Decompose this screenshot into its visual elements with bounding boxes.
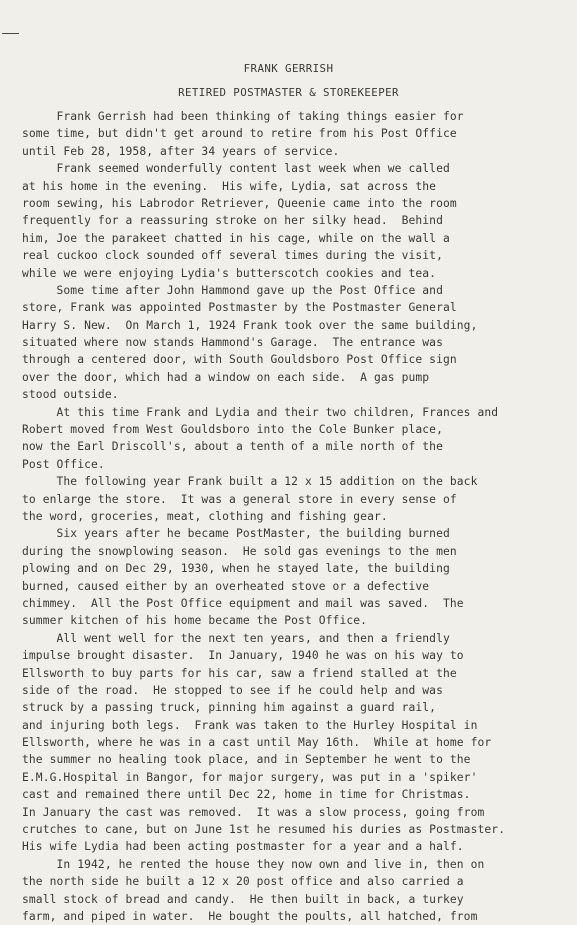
body-line: some time, but didn't get around to retire from his Post Office	[22, 127, 457, 141]
body-line: chimmey. All the Post Office equipment and mail was saved. The	[22, 596, 464, 610]
body-line: until Feb 28, 1958, after 34 years of service.	[22, 144, 340, 158]
body-line: summer kitchen of his home became the Post Office.	[22, 614, 368, 628]
body-line: through a centered door, with South Gouldsboro Post Office sign	[22, 353, 457, 367]
body-line: over the door, which had a window on each side. A gas pump	[22, 370, 430, 384]
body-line: E.M.G.Hospital in Bangor, for major surgery, was put in a 'spiker'	[22, 770, 478, 784]
body-line: Ellsworth, where he was in a cast until May 16th. While at home for	[22, 736, 492, 750]
article-body	[22, 108, 577, 925]
body-line: situated where now stands Hammond's Garage. The entrance was	[22, 336, 443, 350]
body-line: burned, caused either by an overheated stove or a defective	[22, 579, 430, 593]
body-line: In January the cast was removed. It was a slow process, going from	[22, 805, 485, 819]
body-line: small stock of bread and candy. He then built in back, a turkey	[22, 892, 464, 906]
page-title: FRANK GERRISH	[243, 62, 334, 75]
body-line: plowing and on Dec 29, 1930, when he stayed late, the building	[22, 562, 450, 576]
body-line: Some time after John Hammond gave up the Post Office and	[22, 283, 443, 297]
body-line: and injuring both legs. Frank was taken to the Hurley Hospital in	[22, 718, 478, 732]
body-line: the north side he built a 12 x 20 post office and also carried a	[22, 875, 464, 889]
pen-mark	[2, 33, 19, 34]
body-line: real cuckoo clock sounded off several times during the visit,	[22, 249, 443, 263]
body-line: the word, groceries, meat, clothing and fishing gear.	[22, 509, 388, 523]
body-line: store, Frank was appointed Postmaster by the Postmaster General	[22, 301, 457, 315]
body-line: side of the road. He stopped to see if he could help and was	[22, 683, 443, 697]
body-line: All went well for the next ten years, and then a friendly	[22, 631, 450, 645]
body-line: stood outside.	[22, 388, 119, 402]
body-line: cast and remained there until Dec 22, home in time for Christmas.	[22, 788, 471, 802]
body-line: room sewing, his Labrodor Retriever, Queenie came into the room	[22, 196, 457, 210]
body-line: crutches to cane, but on June 1st he resumed his duries as Postmaster.	[22, 823, 506, 837]
body-line: Frank Gerrish had been thinking of taking things easier for	[22, 110, 464, 123]
body-line: at his home in the evening. His wife, Lydia, sat across the	[22, 179, 437, 193]
body-line: Harry S. New. On March 1, 1924 Frank took over the same building,	[22, 318, 478, 332]
body-line: struck by a passing truck, pinning him against a guard rail,	[22, 701, 437, 715]
body-line: Post Office.	[22, 457, 105, 471]
body-line: Ellsworth to buy parts for his car, saw a friend stalled at the	[22, 666, 457, 680]
body-line: impulse brought disaster. In January, 1940 he was on his way to	[22, 649, 464, 663]
body-line: Frank seemed wonderfully content last week when we called	[22, 162, 450, 176]
body-line: during the snowplowing season. He sold gas evenings to the men	[22, 544, 457, 558]
body-line: At this time Frank and Lydia and their two children, Frances and	[22, 405, 499, 419]
body-line: His wife Lydia had been acting postmaster for a year and a half.	[22, 840, 464, 854]
body-line: In 1942, he rented the house they now own and live in, then on	[22, 857, 485, 871]
body-line: Robert moved from West Gouldsboro into the Cole Bunker place,	[22, 423, 443, 437]
body-line: frequently for a reassuring stroke on her silky head. Behind	[22, 214, 443, 228]
body-line: to enlarge the store. It was a general store in every sense of	[22, 492, 457, 506]
body-line: him, Joe the parakeet chatted in his cage, while on the wall a	[22, 231, 450, 245]
body-line: the summer no healing took place, and in September he went to the	[22, 753, 471, 767]
page-subtitle: RETIRED POSTMASTER & STOREKEEPER	[178, 86, 399, 99]
body-line: Six years after he became PostMaster, the building burned	[22, 527, 450, 541]
body-line: farm, and piped in water. He bought the poults, all hatched, from	[22, 909, 478, 923]
body-line: The following year Frank built a 12 x 15 addition on the back	[22, 475, 478, 489]
body-line: now the Earl Driscoll's, about a tenth of a mile north of the	[22, 440, 443, 454]
body-line: while we were enjoying Lydia's butterscotch cookies and tea.	[22, 266, 437, 280]
